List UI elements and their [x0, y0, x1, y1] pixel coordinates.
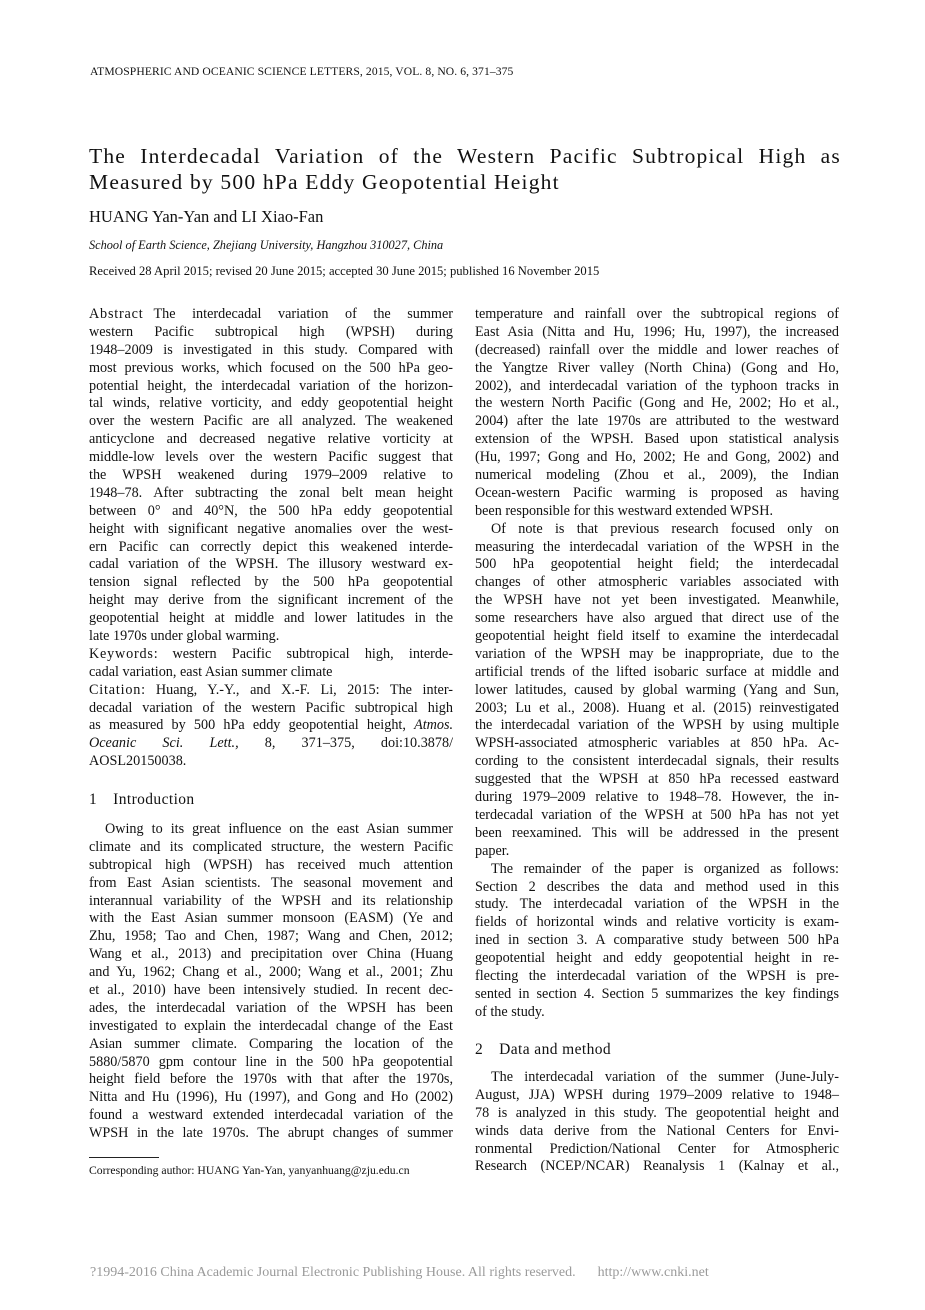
line-text: ades, the interdecadal variation of the WPSH has been — [89, 999, 453, 1016]
line-text: Research (NCEP/NCAR) Reanalysis 1 (Kalnay et al., — [475, 1158, 839, 1175]
text-line — [89, 610, 453, 628]
line-text: 2003; Lu et al., 2008). Huang et al. (2015) reinvestigated — [475, 699, 839, 716]
text-line — [89, 306, 453, 324]
text-line — [475, 879, 839, 897]
line-text: 2004) after the late 1970s are attributed to the westward — [475, 413, 839, 430]
journal-header: ATMOSPHERIC AND OCEANIC SCIENCE LETTERS, 2015, VOL. 8, NO. 6, 371–375 — [90, 65, 514, 78]
line-text: most previous works, which focused on the 500 hPa geo- — [89, 359, 453, 376]
line-text: (Hu, 1997; Gong and Ho, 2002; He and Gong, 2002) and — [475, 449, 839, 466]
line-text: Section 2 describes the data and method used in this — [475, 878, 839, 895]
line-text: WPSH in the late 1970s. The abrupt changes of summer — [89, 1125, 453, 1142]
text-line — [475, 1105, 839, 1123]
text-line — [475, 574, 839, 592]
data-method-text — [475, 1069, 839, 1176]
text-line — [89, 839, 453, 857]
line-text: terdecadal variation of the WPSH at 500 hPa has not yet — [475, 806, 839, 823]
text-line — [89, 556, 453, 574]
line-text: middle-low levels over the western Pacific suggest that — [89, 449, 453, 466]
line-text: found a westward extended interdecadal variation of the — [89, 1107, 453, 1124]
text-line — [475, 914, 839, 932]
text-line — [89, 1000, 453, 1018]
text-line — [475, 485, 839, 503]
text-line — [475, 395, 839, 413]
text-line — [89, 1089, 453, 1107]
text-line — [475, 646, 839, 664]
line-text: Wang et al., 2013) and precipitation over China (Huang — [89, 946, 453, 963]
line-text: climate and its complicated structure, the western Pacific — [89, 838, 453, 855]
text-line — [475, 700, 839, 718]
paragraph-label: Keywords: — [89, 645, 159, 662]
affiliation: School of Earth Science, Zhejiang University, Hangzhou 310027, China — [89, 238, 444, 252]
line-text: Zhu, 1958; Tao and Chen, 1987; Wang and Chen, 2012; — [89, 928, 453, 945]
copyright-notice: ?1994-2016 China Academic Journal Electronic Publishing House. All rights reserved. — [90, 1265, 576, 1280]
line-text: from East Asian scientists. The seasonal movement and — [89, 874, 453, 891]
line-text: anticyclone and decreased negative relative vorticity at — [89, 431, 453, 448]
text-line — [475, 592, 839, 610]
text-line — [89, 378, 453, 396]
text-line — [475, 735, 839, 753]
text-line — [475, 932, 839, 950]
line-text: the WPSH have not yet been investigated. Meanwhile, — [475, 592, 839, 609]
text-line — [475, 825, 839, 843]
line-text: The interdecadal variation of the summer — [153, 306, 453, 322]
text-line — [475, 717, 839, 735]
line-text: ronmental Prediction/National Center for Atmospheric — [475, 1140, 839, 1157]
line-text: and Yu, 1962; Chang et al., 2000; Wang et al., 2001; Zhu — [89, 964, 453, 981]
line-text: (decreased) rainfall over the middle and lower reaches of — [475, 341, 839, 358]
text-line — [89, 521, 453, 539]
line-text: western Pacific subtropical high (WPSH) during — [89, 323, 453, 340]
paragraph-label: Abstract — [89, 306, 144, 322]
text-line — [475, 664, 839, 682]
text-line — [475, 968, 839, 986]
line-text: changes of other atmospheric variables associated with — [475, 574, 839, 591]
text-line — [89, 503, 453, 521]
section-number: 2 — [475, 1041, 484, 1058]
line-text: 1948–78. After subtracting the zonal belt mean height — [89, 484, 453, 501]
line-text: geopotential height field itself to examine the interdecadal — [475, 628, 839, 645]
text-line — [89, 893, 453, 911]
line-text: fields of horizontal winds and relative vorticity is exam- — [475, 914, 839, 931]
line-text: the western North Pacific (Gong and He, 2002; Ho et al., — [475, 395, 839, 412]
text-line — [89, 1036, 453, 1054]
text-line — [475, 413, 839, 431]
text-line — [89, 875, 453, 893]
text-line — [89, 539, 453, 557]
text-line — [475, 342, 839, 360]
text-line — [89, 821, 453, 839]
text-line — [475, 521, 839, 539]
line-text: the Yangtze River valley (North China) (Gong and Ho, — [475, 359, 839, 376]
line-text: between 0° and 40°N, the 500 hPa eddy geopotential — [89, 502, 453, 519]
line-text: suggested that the WPSH at 850 hPa recessed eastward — [475, 771, 839, 788]
line-text: Owing to its great influence on the east Asian summer — [105, 821, 453, 837]
text-line — [475, 306, 839, 324]
text-line — [475, 1158, 839, 1176]
text-line — [89, 753, 453, 771]
line-text: tension signal reflected by the 500 hPa geopotential — [89, 574, 453, 591]
line-text: winds data derive from the National Centers for Envi- — [475, 1122, 839, 1139]
line-text: decadal variation of the western Pacific subtropical high — [89, 699, 453, 716]
text-line — [89, 928, 453, 946]
line-text: been reexamined. This will be addressed in the present — [475, 824, 839, 841]
text-line — [475, 467, 839, 485]
text-line — [89, 324, 453, 342]
line-text: ern Pacific can correctly depict this weakened interde- — [89, 538, 453, 555]
text-line — [475, 503, 839, 521]
line-text: variation of the WPSH may be inappropriate, due to the — [475, 645, 839, 662]
line-text: numerical modeling (Zhou et al., 2009), the Indian — [475, 467, 839, 484]
line-text: interannual variability of the WPSH and its relationship — [89, 892, 453, 909]
text-line — [89, 628, 453, 646]
line-text: been responsible for this westward extended WPSH. — [475, 502, 774, 519]
line-text: geopotential height at middle and lower latitudes in the — [89, 610, 453, 627]
text-line — [475, 843, 839, 861]
text-line — [89, 946, 453, 964]
line-text: 78 is analyzed in this study. The geopotential height and — [475, 1104, 839, 1121]
text-line — [475, 896, 839, 914]
text-line — [475, 753, 839, 771]
line-text: of the study. — [475, 1003, 545, 1020]
line-text: during 1979–2009 relative to 1948–78. However, the in- — [475, 789, 839, 806]
line-text: as measured by 500 hPa eddy geopotential height, Atmos. — [89, 717, 454, 734]
line-text: et al., 2010) have been intensively studied. In recent dec- — [89, 982, 453, 999]
line-text: Of note is that previous research focused only on — [491, 520, 839, 537]
line-text: cadal variation of the WPSH. The illusory westward ex- — [89, 556, 453, 573]
footnote-divider — [89, 1157, 159, 1158]
line-text: August, JJA) WPSH during 1979–2009 relative to 1948– — [475, 1086, 839, 1103]
line-text: flecting the interdecadal variation of the WPSH is pre- — [475, 967, 839, 984]
text-line — [475, 1069, 839, 1087]
text-line — [475, 1004, 839, 1022]
line-text: study. The interdecadal variation of the WPSH in the — [475, 896, 839, 913]
section-number: 1 — [89, 791, 98, 808]
line-text: extension of the WPSH. Based upon statistical analysis — [475, 431, 839, 448]
line-text: cadal variation, east Asian summer climate — [89, 663, 333, 680]
line-text: the WPSH weakened during 1979–2009 relative to — [89, 467, 453, 484]
text-line — [89, 964, 453, 982]
text-line — [475, 1141, 839, 1159]
line-text: height may derive from the significant increment of the — [89, 592, 453, 609]
line-text: lower latitudes, caused by global warming (Yang and Sun, — [475, 681, 839, 698]
title-line: The Interdecadal Variation of the Western Pacific Subtropical High as — [89, 144, 841, 168]
text-line — [89, 360, 453, 378]
line-text: cording to the consistent interdecadal signals, their results — [475, 753, 839, 770]
text-line — [89, 431, 453, 449]
text-line — [89, 413, 453, 431]
footer-url: http://www.cnki.net — [597, 1265, 709, 1280]
line-text: western Pacific subtropical high, interde- — [172, 645, 453, 662]
text-line — [89, 717, 453, 735]
text-line — [475, 682, 839, 700]
text-line — [89, 1125, 453, 1143]
line-text: The remainder of the paper is organized as follows: — [491, 860, 839, 877]
text-line — [475, 807, 839, 825]
text-line — [89, 1054, 453, 1072]
footnote-corresponding-author: Corresponding author: HUANG Yan-Yan, yanyanhuang@zju.edu.cn — [89, 1164, 410, 1177]
line-text: with the East Asian summer monsoon (EASM) (Ye and — [89, 910, 453, 927]
line-text: 1948–2009 is investigated in this study. Compared with — [89, 341, 453, 358]
text-line — [89, 682, 453, 700]
line-text: some researchers have also argued that direct use of the — [475, 610, 839, 627]
line-text: Oceanic Sci. Lett., 8, 371–375, doi:10.3878/ — [89, 735, 454, 752]
text-line — [475, 360, 839, 378]
introduction-continued — [475, 306, 839, 1022]
section-heading-data-method — [475, 1041, 611, 1059]
text-line — [89, 592, 453, 610]
section-heading-introduction — [89, 791, 195, 809]
text-line — [89, 449, 453, 467]
line-text: the interdecadal variation of the WPSH by using multiple — [475, 717, 839, 734]
text-line — [89, 467, 453, 485]
line-text: East Asia (Nitta and Hu, 1996; Hu, 1997), the increased — [475, 323, 839, 340]
text-line — [475, 324, 839, 342]
text-line — [89, 664, 453, 682]
section-title: Data and method — [499, 1041, 612, 1058]
text-line — [89, 857, 453, 875]
line-text: artificial trends of the lifted isobaric surface at middle and — [475, 663, 839, 680]
text-line — [475, 789, 839, 807]
line-text: height with significant negative anomalies over the west- — [89, 520, 453, 537]
text-line — [475, 950, 839, 968]
line-text: over the western Pacific are all analyzed. The weakened — [89, 413, 453, 430]
line-text: AOSL20150038. — [89, 753, 187, 770]
section-title: Introduction — [113, 791, 195, 808]
line-text: potential height, the interdecadal variation of the horizon- — [89, 377, 453, 394]
text-line — [89, 1018, 453, 1036]
text-line — [475, 539, 839, 557]
line-text: temperature and rainfall over the subtropical regions of — [475, 306, 839, 322]
line-text: investigated to explain the interdecadal change of the East — [89, 1017, 453, 1034]
line-text: ined in section 3. A comparative study between 500 hPa — [475, 932, 839, 949]
line-text: tal winds, relative vorticity, and eddy geopotential height — [89, 395, 453, 412]
line-text: Huang, Y.-Y., and X.-F. Li, 2015: The inter- — [155, 681, 453, 698]
text-line — [89, 485, 453, 503]
text-line — [475, 449, 839, 467]
line-text: late 1970s under global warming. — [89, 628, 280, 645]
text-line — [89, 342, 453, 360]
paper-title — [89, 143, 841, 195]
line-text: Ocean-western Pacific warming is proposed as having — [475, 484, 839, 501]
line-text: measuring the interdecadal variation of the WPSH in the — [475, 538, 839, 555]
text-line — [475, 431, 839, 449]
line-text: The interdecadal variation of the summer (June-July- — [491, 1069, 839, 1085]
text-line — [475, 1123, 839, 1141]
paragraph-label: Citation: — [89, 681, 146, 698]
text-line — [475, 628, 839, 646]
text-line — [89, 1107, 453, 1125]
page-footer — [90, 1265, 709, 1281]
line-text: paper. — [475, 842, 510, 859]
line-text: sented in section 4. Section 5 summarizes the key findings — [475, 985, 839, 1002]
line-text: 5880/5870 gpm contour line in the 500 hPa geopotential — [89, 1053, 453, 1070]
text-line — [475, 986, 839, 1004]
authors: HUANG Yan-Yan and LI Xiao-Fan — [89, 207, 324, 226]
text-line — [475, 861, 839, 879]
text-line — [89, 574, 453, 592]
title-line: Measured by 500 hPa Eddy Geopotential Height — [89, 170, 560, 194]
text-line — [89, 646, 453, 664]
text-line — [89, 700, 453, 718]
text-line — [475, 378, 839, 396]
line-text: 500 hPa geopotential height field; the interdecadal — [475, 556, 839, 573]
line-text: WPSH-associated atmospheric variables at 850 hPa. Ac- — [475, 735, 839, 752]
text-line — [475, 610, 839, 628]
line-text: 2002), and interdecadal variation of the typhoon tracks in — [475, 377, 839, 394]
text-line — [89, 735, 453, 753]
line-text: Asian summer climate. Comparing the location of the — [89, 1035, 453, 1052]
line-text: subtropical high (WPSH) has received much attention — [89, 856, 453, 873]
abstract-block — [89, 306, 453, 771]
text-line — [89, 910, 453, 928]
text-line — [89, 1071, 453, 1089]
text-line — [89, 395, 453, 413]
received-dates: Received 28 April 2015; revised 20 June 2015; accepted 30 June 2015; published 16 November 2015 — [89, 264, 600, 278]
text-line — [475, 556, 839, 574]
introduction-text — [89, 821, 453, 1143]
text-line — [89, 982, 453, 1000]
line-text: height field before the 1970s with that after the 1970s, — [89, 1071, 453, 1088]
line-text: geopotential height and eddy geopotential height in re- — [475, 950, 839, 967]
text-line — [475, 771, 839, 789]
line-text: Nitta and Hu (1996), Hu (1997), and Gong and Ho (2002) — [89, 1089, 453, 1106]
text-line — [475, 1087, 839, 1105]
